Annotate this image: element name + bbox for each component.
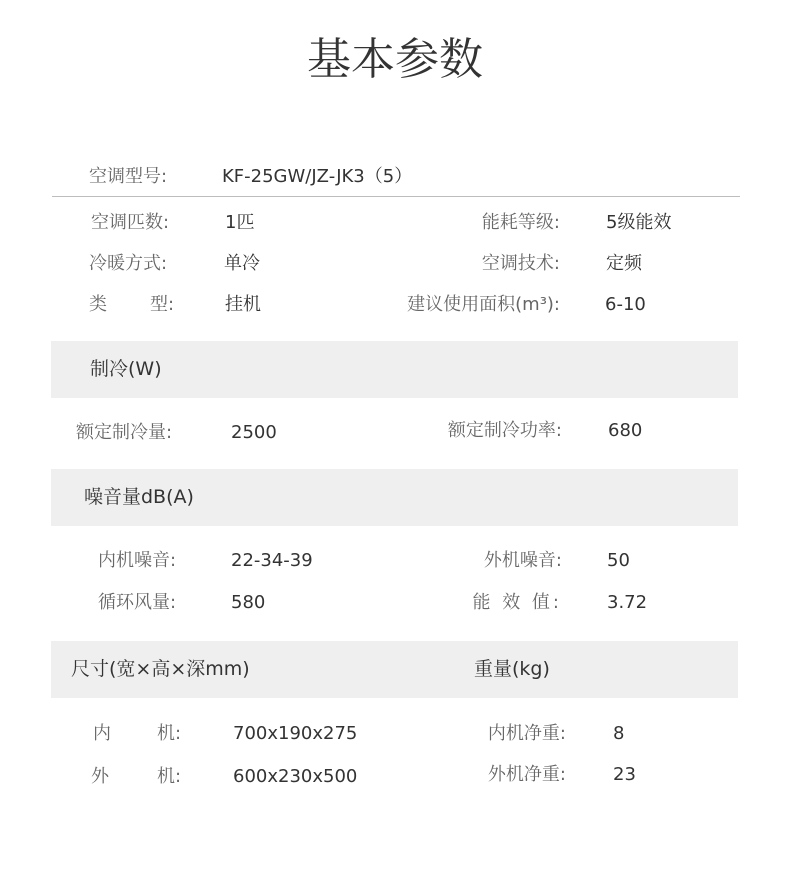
type-label-second: 型:	[150, 294, 175, 315]
area-label: 建议使用面积(m³):	[407, 294, 560, 315]
mode-value: 单冷	[224, 253, 260, 274]
energy-grade-value: 5级能效	[606, 212, 672, 233]
cooling-power-value: 680	[608, 420, 643, 441]
noise-header-label: 噪音量dB(A)	[84, 486, 194, 508]
type-value: 挂机	[225, 294, 261, 315]
airflow-label: 循环风量:	[98, 592, 177, 613]
cooling-power-label: 额定制冷功率:	[447, 420, 562, 441]
horsepower-label: 空调匹数:	[91, 212, 170, 233]
efficiency-label: 能 效 值:	[472, 592, 562, 613]
page-title: 基本参数	[307, 34, 483, 85]
area-value: 6-10	[605, 294, 646, 315]
energy-grade-label: 能耗等级:	[481, 212, 560, 233]
outdoor-weight-label: 外机净重:	[487, 764, 566, 785]
model-value: KF-25GW/JZ-JK3（5）	[222, 166, 413, 187]
model-label: 空调型号:	[89, 166, 168, 187]
indoor-noise-label: 内机噪音:	[98, 550, 177, 571]
dimensions-section-header	[51, 641, 738, 698]
indoor-dim-label-second: 机:	[157, 723, 182, 744]
outdoor-dim-label-second: 机:	[157, 766, 182, 787]
tech-value: 定频	[606, 253, 642, 274]
horsepower-value: 1匹	[225, 212, 255, 233]
outdoor-noise-value: 50	[607, 550, 630, 571]
cooling-section-header	[51, 341, 738, 398]
noise-section-header	[51, 469, 738, 526]
indoor-dim-label-first: 内	[93, 723, 111, 744]
cooling-capacity-value: 2500	[231, 422, 277, 443]
tech-label: 空调技术:	[481, 253, 560, 274]
indoor-weight-label: 内机净重:	[487, 723, 566, 744]
outdoor-weight-value: 23	[613, 764, 636, 785]
indoor-noise-value: 22-34-39	[231, 550, 313, 571]
divider	[52, 196, 740, 197]
mode-label: 冷暖方式:	[89, 253, 168, 274]
cooling-header-label: 制冷(W)	[90, 358, 162, 380]
weight-header-label: 重量(kg)	[474, 658, 550, 680]
outdoor-dim-value: 600x230x500	[233, 766, 358, 787]
type-label-first: 类	[89, 294, 107, 315]
cooling-capacity-label: 额定制冷量:	[76, 422, 173, 443]
outdoor-dim-label-first: 外	[91, 766, 109, 787]
dimensions-header-label: 尺寸(宽×高×深mm)	[71, 658, 250, 680]
airflow-value: 580	[231, 592, 266, 613]
indoor-dim-value: 700x190x275	[233, 723, 358, 744]
indoor-weight-value: 8	[613, 723, 625, 744]
efficiency-value: 3.72	[607, 592, 648, 613]
outdoor-noise-label: 外机噪音:	[483, 550, 562, 571]
